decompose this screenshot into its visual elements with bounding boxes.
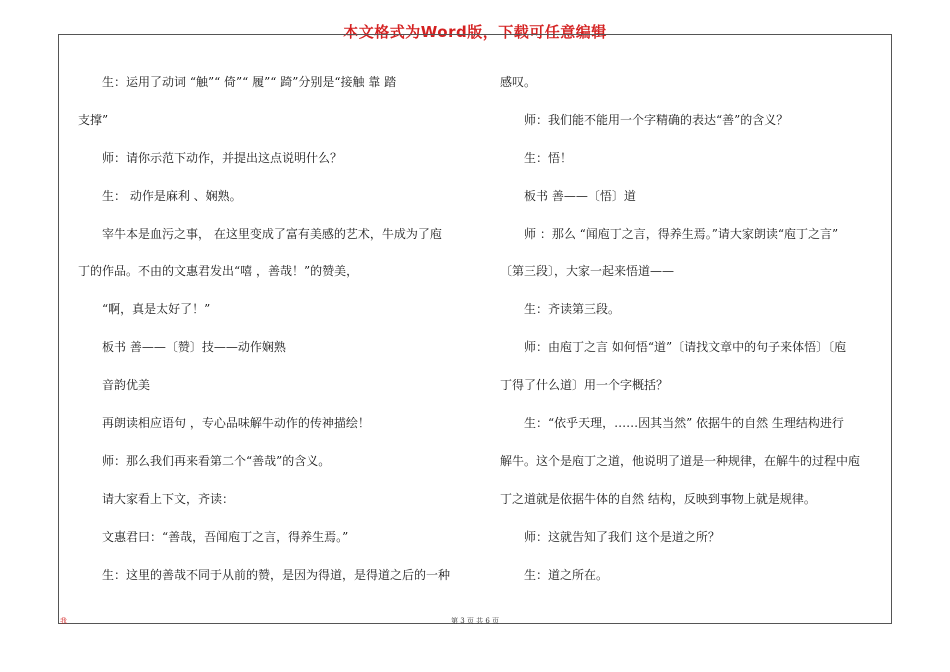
page-footer: 第 3 页 共 6 页 xyxy=(450,617,500,625)
left-paragraph-line: 师：请你示范下动作，并提出这点说明什么？ xyxy=(102,150,343,165)
right-paragraph-line: 师：我们能不能用一个字精确的表达“善”的含义？ xyxy=(524,112,789,127)
left-paragraph-line: 板书 善——〔赞〕技——动作娴熟 xyxy=(102,340,286,355)
left-paragraph-line: 支撑” xyxy=(78,112,109,127)
right-paragraph-line: 生：悟！ xyxy=(524,150,573,165)
right-column xyxy=(500,64,892,594)
left-column xyxy=(78,64,476,594)
left-paragraph-line: 宰牛本是血污之事， 在这里变成了富有美感的艺术，牛成为了庖 xyxy=(102,226,442,241)
left-paragraph-line: 生：这里的善哉不同于从前的赞，是因为得道，是得道之后的一种 xyxy=(102,567,451,582)
right-paragraph-line: 板书 善——〔悟〕道 xyxy=(524,188,636,203)
right-paragraph-line: 解牛。这个是庖丁之道，他说明了道是一种规律，在解牛的过程中庖 xyxy=(500,453,861,468)
left-paragraph-line: 音韵优美 xyxy=(102,378,151,393)
left-paragraph-line: 请大家看上下文，齐读： xyxy=(102,491,235,506)
right-paragraph-line: 生：齐读第三段。 xyxy=(524,302,621,317)
right-paragraph-line: 师：由庖丁之言 如何悟“道”〔请找文章中的句子来体悟〕〔庖 xyxy=(524,340,847,355)
document-banner: 本文格式为Word版，下载可任意编辑 xyxy=(343,23,607,41)
right-paragraph-line: 〔第三段〕，大家一起来悟道—— xyxy=(500,264,675,279)
right-paragraph-line: 丁之道就是依据牛体的自然 结构，反映到事物上就是规律。 xyxy=(500,491,816,506)
right-paragraph-line: 感叹。 xyxy=(500,75,537,89)
corner-mark: 我 xyxy=(60,617,67,625)
right-paragraph-line: 生：道之所在。 xyxy=(524,567,609,582)
right-paragraph-line: 生：“依乎天理，……因其当然” 依据牛的自然 生理结构进行 xyxy=(524,416,844,431)
left-paragraph-line: 生：运用了动词 “触”“ 倚”“ 履”“ 踦”分别是“接触 靠 踏 xyxy=(102,75,397,89)
right-paragraph-line: 师：这就告知了我们 这个是道之所？ xyxy=(524,529,720,544)
left-paragraph-line: 师：那么我们再来看第二个“善哉”的含义。 xyxy=(102,453,331,468)
left-paragraph-line: 生： 动作是麻利 、娴熟。 xyxy=(102,188,242,203)
right-paragraph-line: 师 ：那么 “闻庖丁之言，得养生焉。”请大家朗读“庖丁之言” xyxy=(524,226,839,241)
right-paragraph-line: 丁得了什么道〕用一个字概括？ xyxy=(500,378,669,393)
left-paragraph-line: 文惠君曰：“善哉，吾闻庖丁之言，得养生焉。” xyxy=(102,529,349,544)
left-paragraph-line: “啊，真是太好了！” xyxy=(102,302,211,317)
left-paragraph-line: 丁的作品。不由的文惠君发出“嘻 ，善哉！”的赞美， xyxy=(78,264,359,279)
left-paragraph-line: 再朗读相应语句 ，专心品味解牛动作的传神描绘！ xyxy=(102,416,370,431)
